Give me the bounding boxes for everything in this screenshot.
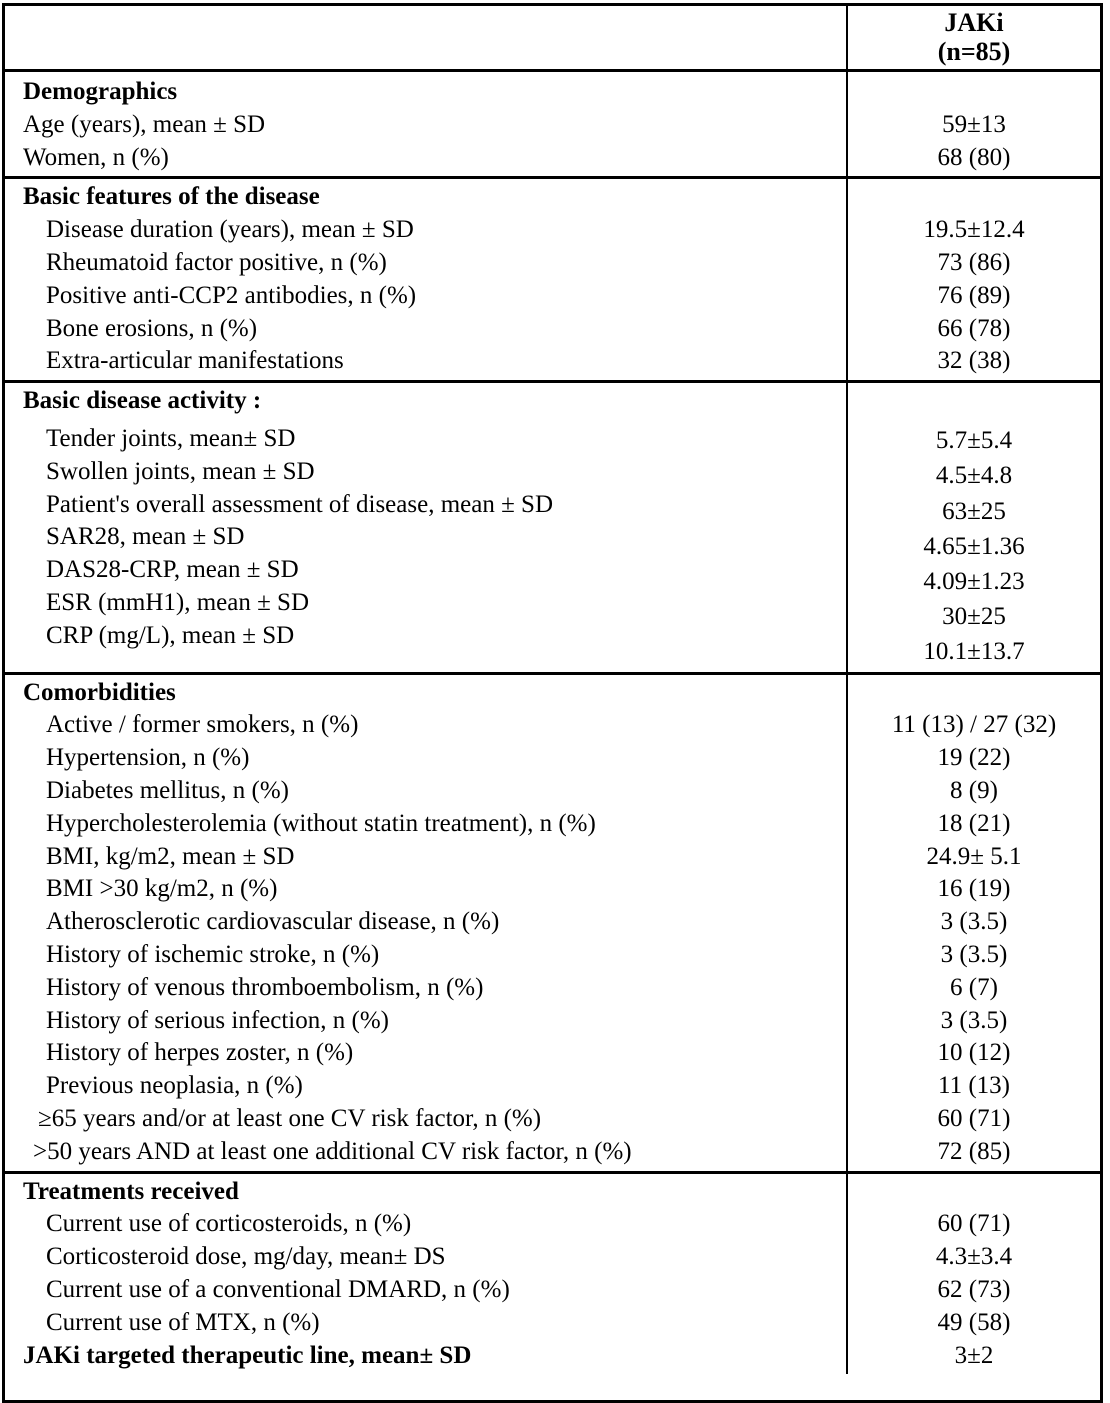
row-value: 4.3±3.4	[935, 1243, 1013, 1271]
row-value: 68 (80)	[937, 143, 1011, 171]
row-label: SAR28, mean ± SD	[46, 523, 245, 551]
heading-spacer	[848, 181, 1100, 214]
header-label-cell	[5, 6, 846, 69]
row-value: 18 (21)	[937, 809, 1011, 837]
row-label: Current use of corticosteroids, n (%)	[46, 1210, 412, 1238]
row-value: 8 (9)	[950, 776, 998, 804]
section-treatments-values	[846, 1174, 1100, 1375]
heading-spacer	[848, 76, 1100, 109]
row-value: 72 (85)	[937, 1137, 1011, 1165]
heading-spacer	[848, 385, 1100, 423]
section-basic-features-values	[846, 179, 1100, 380]
row-value: 76 (89)	[937, 281, 1011, 309]
section-heading: Comorbidities	[23, 678, 176, 706]
heading-spacer	[848, 677, 1100, 710]
row-label: ESR (mmH1), mean ± SD	[46, 588, 310, 616]
section-treatments	[5, 1174, 1100, 1401]
section-heading: Basic disease activity :	[23, 387, 262, 415]
row-value: 3 (3.5)	[940, 908, 1008, 936]
row-label: Extra-articular manifestations	[46, 347, 344, 375]
row-label: Age (years), mean ± SD	[23, 110, 266, 138]
section-comorbidities-labels	[5, 675, 846, 1171]
row-label: Diabetes mellitus, n (%)	[46, 776, 289, 804]
section-basic-disease-activity	[5, 383, 1100, 674]
table-body	[5, 72, 1100, 1400]
row-label: Current use of MTX, n (%)	[46, 1308, 320, 1336]
row-label: Patient's overall assessment of disease, mean ± SD	[46, 490, 554, 518]
row-value: 73 (86)	[937, 248, 1011, 276]
row-label: JAKi targeted therapeutic line, mean± SD	[23, 1341, 472, 1369]
row-value: 10 (12)	[937, 1039, 1011, 1067]
row-label: Active / former smokers, n (%)	[46, 711, 359, 739]
section-heading: Treatments received	[23, 1177, 239, 1205]
row-label: Previous neoplasia, n (%)	[46, 1072, 303, 1100]
row-label: History of herpes zoster, n (%)	[46, 1039, 354, 1067]
row-value: 11 (13)	[938, 1072, 1010, 1100]
section-comorbidities	[5, 675, 1100, 1174]
section-treatments-labels	[5, 1174, 846, 1375]
row-value: 60 (71)	[937, 1104, 1011, 1132]
row-label: Positive anti-CCP2 antibodies, n (%)	[46, 281, 417, 309]
row-label: >50 years AND at least one additional CV risk factor, n (%)	[33, 1137, 632, 1165]
header-value-cell	[846, 6, 1100, 69]
row-value: 11 (13) / 27 (32)	[891, 711, 1057, 739]
row-label: Tender joints, mean± SD	[46, 424, 296, 452]
row-label: DAS28-CRP, mean ± SD	[46, 556, 299, 584]
row-label: BMI, kg/m2, mean ± SD	[46, 842, 295, 870]
row-label: Disease duration (years), mean ± SD	[46, 216, 414, 244]
header-group-n: (n=85)	[937, 37, 1011, 66]
section-basic-disease-activity-values	[846, 383, 1100, 671]
row-value: 32 (38)	[937, 347, 1011, 375]
row-value: 4.09±1.23	[923, 567, 1025, 595]
row-value: 30±25	[942, 603, 1006, 631]
row-label: ≥65 years and/or at least one CV risk factor, n (%)	[38, 1104, 542, 1132]
row-value: 59±13	[942, 110, 1006, 138]
row-label: History of ischemic stroke, n (%)	[46, 940, 380, 968]
row-value: 19 (22)	[937, 744, 1011, 772]
row-label: Hypercholesterolemia (without statin treatment), n (%)	[46, 809, 596, 837]
row-value: 4.5±4.8	[935, 462, 1013, 490]
row-label: Women, n (%)	[23, 143, 169, 171]
patient-characteristics-table	[2, 3, 1103, 1403]
section-heading: Demographics	[23, 78, 178, 105]
row-label: Swollen joints, mean ± SD	[46, 457, 315, 485]
row-value: 62 (73)	[937, 1275, 1011, 1303]
row-label: Bone erosions, n (%)	[46, 314, 258, 342]
section-demographics	[5, 72, 1100, 179]
table-header-row	[5, 6, 1100, 72]
row-label: Current use of a conventional DMARD, n (%)	[46, 1275, 510, 1303]
row-value: 49 (58)	[937, 1308, 1011, 1336]
row-label: CRP (mg/L), mean ± SD	[46, 621, 295, 649]
row-value: 6 (7)	[950, 973, 998, 1001]
row-label: Corticosteroid dose, mg/day, mean± DS	[46, 1243, 446, 1271]
row-label: Hypertension, n (%)	[46, 744, 250, 772]
row-value: 5.7±5.4	[935, 427, 1013, 455]
row-value: 66 (78)	[937, 314, 1011, 342]
section-comorbidities-values	[846, 675, 1100, 1171]
row-label: History of serious infection, n (%)	[46, 1006, 389, 1034]
section-demographics-labels	[5, 72, 846, 176]
row-value: 4.65±1.36	[923, 532, 1025, 560]
row-value: 16 (19)	[937, 875, 1011, 903]
row-value: 24.9± 5.1	[926, 842, 1022, 870]
row-value: 10.1±13.7	[923, 638, 1025, 666]
section-basic-features-labels	[5, 179, 846, 380]
row-value: 3 (3.5)	[940, 1006, 1008, 1034]
row-label: Rheumatoid factor positive, n (%)	[46, 248, 387, 276]
heading-spacer	[848, 1176, 1100, 1209]
row-label: Atherosclerotic cardiovascular disease, n (%)	[46, 908, 500, 936]
row-label: History of venous thromboembolism, n (%)	[46, 973, 484, 1001]
section-basic-disease-activity-labels	[5, 383, 846, 671]
section-heading: Basic features of the disease	[23, 183, 320, 211]
section-basic-features	[5, 179, 1100, 383]
row-value: 3 (3.5)	[940, 940, 1008, 968]
row-value: 3±2	[954, 1341, 994, 1369]
row-value: 19.5±12.4	[923, 216, 1025, 244]
row-value: 60 (71)	[937, 1210, 1011, 1238]
header-group-name: JAKi	[944, 8, 1004, 37]
section-demographics-values	[846, 72, 1100, 176]
row-value: 63±25	[942, 497, 1006, 525]
row-label: BMI >30 kg/m2, n (%)	[46, 875, 278, 903]
